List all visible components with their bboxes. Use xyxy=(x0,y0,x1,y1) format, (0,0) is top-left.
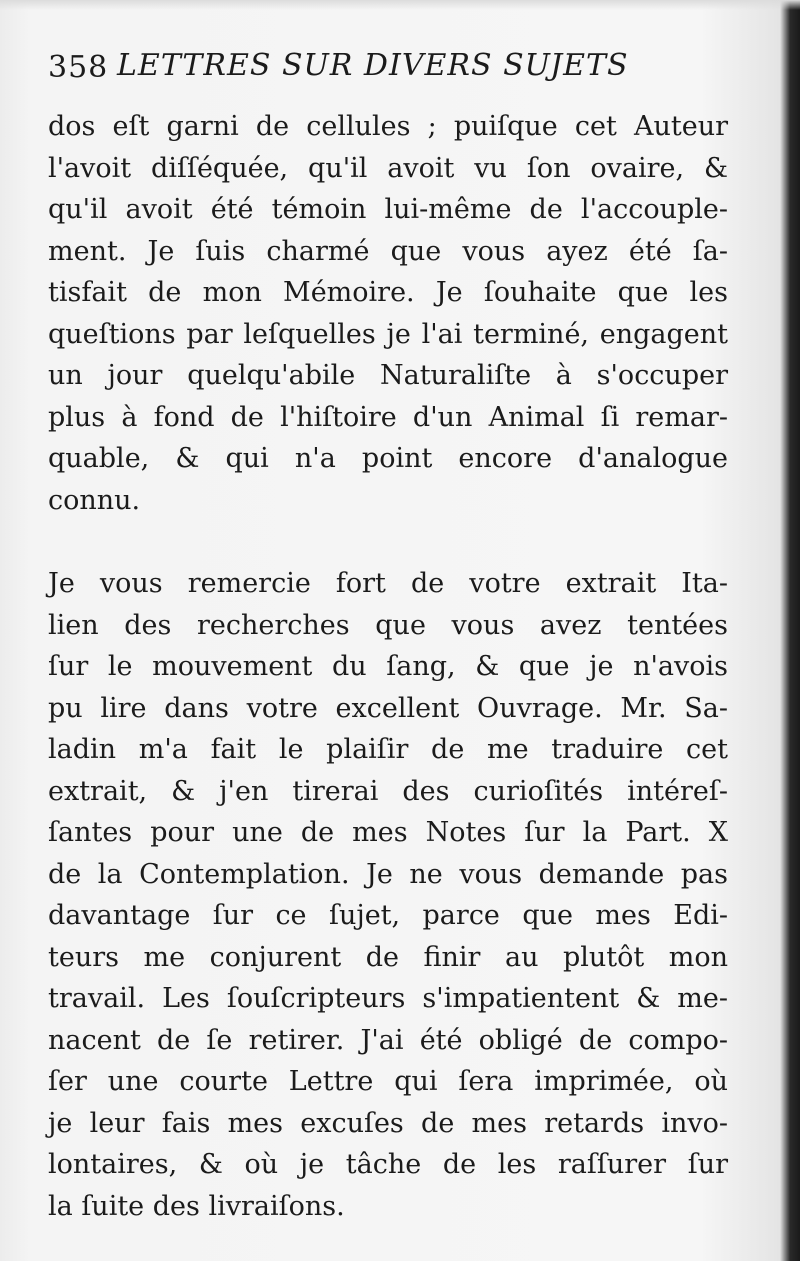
text-line: ladin m'a fait le plaiſir de me traduire cet xyxy=(48,734,728,765)
text-line: nacent de ſe retirer. J'ai été obligé de compo- xyxy=(48,1024,728,1056)
text-line: qu'il avoit été témoin lui-même de l'accouple- xyxy=(48,194,728,225)
text-line: pu lire dans votre excellent Ouvrage. Mr. Sa- xyxy=(48,692,728,724)
text-line: quable, & qui n'a point encore d'analogue xyxy=(48,443,728,474)
text-line: travail. Les ſouſcripteurs s'impatientent & me- xyxy=(48,983,728,1014)
text-line: un jour quelqu'abile Naturaliſte à s'occuper xyxy=(48,360,728,391)
text-line: connu. xyxy=(48,484,141,516)
text-line: extrait, & j'en tirerai des curioſités intéreſ- xyxy=(48,775,728,807)
text-line: ſur le mouvement du ſang, & que je n'avois xyxy=(48,651,728,682)
text-line: lontaires, & où je tâche de les raſſurer ſur xyxy=(48,1149,728,1180)
text-line: ſer une courte Lettre qui ſera imprimée, où xyxy=(48,1066,728,1097)
body-text xyxy=(48,106,728,1227)
text-line: Je vous remercie fort de votre extrait Ita- xyxy=(48,568,728,599)
page-number: 358 xyxy=(48,50,109,85)
text-line: la ſuite des livraiſons. xyxy=(48,1190,345,1222)
text-line: tisfait de mon Mémoire. Je ſouhaite que les xyxy=(48,277,728,308)
text-line: l'avoit diſſéquée, qu'il avoit vu ſon ovaire, & xyxy=(48,152,728,184)
running-title: LETTRES SUR DIVERS SUJETS xyxy=(117,48,629,83)
text-line: je leur fais mes excuſes de mes retards invo- xyxy=(48,1107,728,1139)
running-header xyxy=(45,40,645,100)
text-line: queſtions par leſquelles je l'ai terminé, engagent xyxy=(48,318,728,350)
text-line: ment. Je ſuis charmé que vous ayez été ſa- xyxy=(48,235,728,267)
text-line: de la Contemplation. Je ne vous demande pas xyxy=(48,858,728,890)
text-line: ſantes pour une de mes Notes ſur la Part. X xyxy=(48,817,728,848)
text-line: plus à fond de l'hiſtoire d'un Animal ſi remar- xyxy=(48,401,728,433)
text-line: dos eſt garni de cellules ; puiſque cet Auteur xyxy=(48,111,728,142)
paragraph xyxy=(48,106,728,521)
text-line: teurs me conjurent de finir au plutôt mon xyxy=(48,941,728,973)
text-line: davantage ſur ce ſujet, parce que mes Edi- xyxy=(48,900,728,931)
text-line: lien des recherches que vous avez tentées xyxy=(48,609,728,641)
paragraph xyxy=(48,563,728,1227)
paragraph-gap xyxy=(48,521,728,563)
